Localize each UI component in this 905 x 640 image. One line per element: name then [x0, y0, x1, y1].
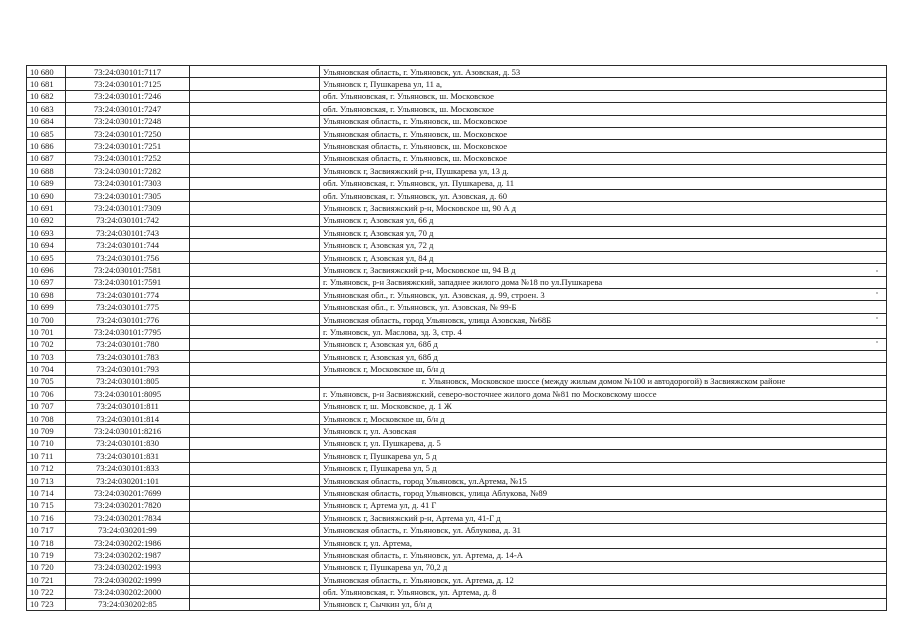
cadastral-number: 73:24:030101:7303 [66, 177, 190, 189]
table-row [27, 524, 887, 536]
empty-cell [190, 549, 320, 561]
cadastral-number: 73:24:030101:743 [66, 227, 190, 239]
address: Ульяновская область, город Ульяновск, улица Азовская, №68Б [320, 313, 887, 325]
row-number: 10 716 [27, 512, 66, 524]
cadastral-number: 73:24:030101:7795 [66, 326, 190, 338]
table-row [27, 375, 887, 387]
table-row [27, 437, 887, 449]
cadastral-number: 73:24:030101:775 [66, 301, 190, 313]
address: Ульяновск г, ул. Пушкарева, д. 5 [320, 437, 887, 449]
document-sheet [26, 65, 886, 611]
cadastral-number: 73:24:030101:7591 [66, 276, 190, 288]
address: Ульяновск г, Пушкарева ул, 5 д [320, 462, 887, 474]
cadastral-number: 73:24:030201:7699 [66, 487, 190, 499]
address: обл. Ульяновская, г. Ульяновск, ш. Московское [320, 90, 887, 102]
table-row [27, 227, 887, 239]
empty-cell [190, 264, 320, 276]
row-number: 10 712 [27, 462, 66, 474]
row-number: 10 723 [27, 598, 66, 610]
table-row [27, 202, 887, 214]
empty-cell [190, 115, 320, 127]
empty-cell [190, 326, 320, 338]
empty-cell [190, 536, 320, 548]
cadastral-number: 73:24:030101:7251 [66, 140, 190, 152]
table-row [27, 338, 887, 350]
table-row [27, 549, 887, 561]
empty-cell [190, 152, 320, 164]
cadastral-number: 73:24:030101:774 [66, 289, 190, 301]
table-row [27, 189, 887, 201]
row-number: 10 682 [27, 90, 66, 102]
table-row [27, 586, 887, 598]
address: Ульяновская область, г. Ульяновск, ул. Артема, д. 14-А [320, 549, 887, 561]
empty-cell [190, 103, 320, 115]
table-row [27, 326, 887, 338]
address: Ульяновск г, Засвияжский р-н, Артема ул, 41-Г д [320, 512, 887, 524]
address: Ульяновск г, Сычкин ул, б/н д [320, 598, 887, 610]
cadastral-number: 73:24:030202:2000 [66, 586, 190, 598]
table-row [27, 115, 887, 127]
empty-cell [190, 586, 320, 598]
empty-cell [190, 487, 320, 499]
table-row [27, 363, 887, 375]
cadastral-number: 73:24:030201:99 [66, 524, 190, 536]
address: Ульяновск г, Засвияжский р-н, Московское ш, 90 А д [320, 202, 887, 214]
row-number: 10 705 [27, 375, 66, 387]
table-row [27, 251, 887, 263]
table-row [27, 78, 887, 90]
row-number: 10 719 [27, 549, 66, 561]
row-number: 10 713 [27, 474, 66, 486]
table-row [27, 177, 887, 189]
address: г. Ульяновск, р-н Засвияжский, северо-восточнее жилого дома №81 по Московскому шоссе [320, 388, 887, 400]
row-number: 10 700 [27, 313, 66, 325]
row-number: 10 696 [27, 264, 66, 276]
cadastral-number: 73:24:030101:833 [66, 462, 190, 474]
table-row [27, 462, 887, 474]
row-number: 10 690 [27, 189, 66, 201]
empty-cell [190, 90, 320, 102]
empty-cell [190, 425, 320, 437]
empty-cell [190, 251, 320, 263]
table-row [27, 474, 887, 486]
address: Ульяновская область, г. Ульяновск, ш. Московское [320, 140, 887, 152]
cadastral-number: 73:24:030101:783 [66, 350, 190, 362]
row-number: 10 720 [27, 561, 66, 573]
address: Ульяновск г, ул. Азовская [320, 425, 887, 437]
address: Ульяновская обл., г. Ульяновск, ул. Азовская, д. 99, строен. 3 [320, 289, 887, 301]
table-row [27, 103, 887, 115]
row-number: 10 697 [27, 276, 66, 288]
row-number: 10 711 [27, 450, 66, 462]
table-row [27, 140, 887, 152]
row-number: 10 721 [27, 574, 66, 586]
empty-cell [190, 598, 320, 610]
cadastral-number: 73:24:030101:793 [66, 363, 190, 375]
cadastral-number: 73:24:030202:1986 [66, 536, 190, 548]
cadastral-number: 73:24:030101:830 [66, 437, 190, 449]
table-row [27, 239, 887, 251]
cadastral-number: 73:24:030101:7250 [66, 127, 190, 139]
table-row [27, 499, 887, 511]
empty-cell [190, 214, 320, 226]
table-row [27, 512, 887, 524]
address: обл. Ульяновская, г. Ульяновск, ул. Азовская, д. 60 [320, 189, 887, 201]
empty-cell [190, 363, 320, 375]
empty-cell [190, 462, 320, 474]
cadastral-number: 73:24:030101:742 [66, 214, 190, 226]
address: Ульяновск г, Засвияжский р-н, Пушкарева ул, 13 д. [320, 165, 887, 177]
empty-cell [190, 289, 320, 301]
empty-cell [190, 227, 320, 239]
row-number: 10 684 [27, 115, 66, 127]
table-row [27, 264, 887, 276]
row-number: 10 681 [27, 78, 66, 90]
cadastral-number: 73:24:030101:7248 [66, 115, 190, 127]
empty-cell [190, 388, 320, 400]
table-row [27, 425, 887, 437]
table-body [27, 66, 887, 611]
address: Ульяновск г, Московское ш, б/н д [320, 412, 887, 424]
table-row [27, 574, 887, 586]
empty-cell [190, 165, 320, 177]
row-number: 10 708 [27, 412, 66, 424]
table-row [27, 400, 887, 412]
scan-artifact [876, 270, 882, 350]
row-number: 10 683 [27, 103, 66, 115]
cadastral-number: 73:24:030202:1993 [66, 561, 190, 573]
address: обл. Ульяновская, г. Ульяновск, ул. Пушкарева, д. 11 [320, 177, 887, 189]
address: Ульяновск г, Пушкарева ул, 11 а, [320, 78, 887, 90]
address: г. Ульяновск, р-н Засвияжский, западнее жилого дома №18 по ул.Пушкарева [320, 276, 887, 288]
table-row [27, 127, 887, 139]
table-row [27, 289, 887, 301]
empty-cell [190, 512, 320, 524]
row-number: 10 688 [27, 165, 66, 177]
cadastral-number: 73:24:030201:7820 [66, 499, 190, 511]
table-row [27, 165, 887, 177]
row-number: 10 722 [27, 586, 66, 598]
table-row [27, 450, 887, 462]
row-number: 10 701 [27, 326, 66, 338]
address: обл. Ульяновская, г. Ульяновск, ул. Артема, д. 8 [320, 586, 887, 598]
address: Ульяновск г, Артема ул, д. 41 Г [320, 499, 887, 511]
cadastral-number: 73:24:030101:7246 [66, 90, 190, 102]
address: Ульяновская область, г. Ульяновск, ул. Аблукова, д. 31 [320, 524, 887, 536]
cadastral-number: 73:24:030202:1999 [66, 574, 190, 586]
address: Ульяновская область, г. Ульяновск, ш. Московское [320, 127, 887, 139]
table-row [27, 214, 887, 226]
address: Ульяновская область, город Ульяновск, ул.Артема, №15 [320, 474, 887, 486]
cadastral-number: 73:24:030101:805 [66, 375, 190, 387]
empty-cell [190, 239, 320, 251]
row-number: 10 715 [27, 499, 66, 511]
empty-cell [190, 66, 320, 78]
row-number: 10 707 [27, 400, 66, 412]
row-number: 10 709 [27, 425, 66, 437]
row-number: 10 692 [27, 214, 66, 226]
empty-cell [190, 301, 320, 313]
empty-cell [190, 350, 320, 362]
cadastral-number: 73:24:030101:8216 [66, 425, 190, 437]
address: обл. Ульяновская, г. Ульяновск, ш. Московское [320, 103, 887, 115]
empty-cell [190, 450, 320, 462]
cadastral-number: 73:24:030101:7247 [66, 103, 190, 115]
cadastral-number: 73:24:030201:7834 [66, 512, 190, 524]
row-number: 10 686 [27, 140, 66, 152]
row-number: 10 689 [27, 177, 66, 189]
cadastral-number: 73:24:030101:831 [66, 450, 190, 462]
row-number: 10 694 [27, 239, 66, 251]
table-row [27, 90, 887, 102]
address: Ульяновск г, Азовская ул, 68б д [320, 338, 887, 350]
address: г. Ульяновск, Московское шоссе (между жилым домом №100 и автодорогой) в Засвияжском районе [320, 375, 887, 387]
address: Ульяновск г, Азовская ул, 72 д [320, 239, 887, 251]
cadastral-number: 73:24:030101:7581 [66, 264, 190, 276]
address: Ульяновская область, г. Ульяновск, ш. Московское [320, 152, 887, 164]
table-row [27, 313, 887, 325]
address: Ульяновск г, Азовская ул, 68б д [320, 350, 887, 362]
table-row [27, 412, 887, 424]
empty-cell [190, 437, 320, 449]
empty-cell [190, 400, 320, 412]
table-row [27, 152, 887, 164]
cadastral-number: 73:24:030101:776 [66, 313, 190, 325]
address: Ульяновск г, ул. Артема, [320, 536, 887, 548]
table-row [27, 301, 887, 313]
empty-cell [190, 140, 320, 152]
cadastral-number: 73:24:030101:756 [66, 251, 190, 263]
empty-cell [190, 561, 320, 573]
cadastral-number: 73:24:030201:101 [66, 474, 190, 486]
land-plots-table [26, 65, 887, 611]
empty-cell [190, 338, 320, 350]
empty-cell [190, 313, 320, 325]
row-number: 10 703 [27, 350, 66, 362]
address: Ульяновск г, ш. Московское, д. 1 Ж [320, 400, 887, 412]
empty-cell [190, 127, 320, 139]
cadastral-number: 73:24:030101:7117 [66, 66, 190, 78]
address: Ульяновск г, Азовская ул, 66 д [320, 214, 887, 226]
table-row [27, 487, 887, 499]
row-number: 10 698 [27, 289, 66, 301]
empty-cell [190, 189, 320, 201]
cadastral-number: 73:24:030101:814 [66, 412, 190, 424]
address: Ульяновская область, г. Ульяновск, ш. Московское [320, 115, 887, 127]
row-number: 10 693 [27, 227, 66, 239]
address: Ульяновск г, Азовская ул, 84 д [320, 251, 887, 263]
row-number: 10 704 [27, 363, 66, 375]
address: Ульяновская область, г. Ульяновск, ул. Артема, д. 12 [320, 574, 887, 586]
address: г. Ульяновск, ул. Маслова, зд. 3, стр. 4 [320, 326, 887, 338]
row-number: 10 710 [27, 437, 66, 449]
cadastral-number: 73:24:030101:7309 [66, 202, 190, 214]
row-number: 10 718 [27, 536, 66, 548]
empty-cell [190, 375, 320, 387]
row-number: 10 706 [27, 388, 66, 400]
cadastral-number: 73:24:030101:7305 [66, 189, 190, 201]
empty-cell [190, 574, 320, 586]
empty-cell [190, 276, 320, 288]
row-number: 10 717 [27, 524, 66, 536]
table-row [27, 350, 887, 362]
empty-cell [190, 474, 320, 486]
table-row [27, 276, 887, 288]
empty-cell [190, 412, 320, 424]
table-row [27, 66, 887, 78]
cadastral-number: 73:24:030101:780 [66, 338, 190, 350]
row-number: 10 699 [27, 301, 66, 313]
table-row [27, 561, 887, 573]
row-number: 10 691 [27, 202, 66, 214]
empty-cell [190, 202, 320, 214]
address: Ульяновская область, город Ульяновск, улица Аблукова, №89 [320, 487, 887, 499]
empty-cell [190, 499, 320, 511]
table-row [27, 388, 887, 400]
cadastral-number: 73:24:030101:7252 [66, 152, 190, 164]
row-number: 10 714 [27, 487, 66, 499]
empty-cell [190, 524, 320, 536]
table-row [27, 598, 887, 610]
address: Ульяновск г, Азовская ул, 70 д [320, 227, 887, 239]
empty-cell [190, 78, 320, 90]
address: Ульяновск г, Пушкарева ул, 70,2 д [320, 561, 887, 573]
cadastral-number: 73:24:030101:744 [66, 239, 190, 251]
cadastral-number: 73:24:030202:85 [66, 598, 190, 610]
address: Ульяновск г, Засвияжский р-н, Московское ш, 94 В д [320, 264, 887, 276]
row-number: 10 680 [27, 66, 66, 78]
cadastral-number: 73:24:030101:7282 [66, 165, 190, 177]
cadastral-number: 73:24:030101:8095 [66, 388, 190, 400]
empty-cell [190, 177, 320, 189]
row-number: 10 687 [27, 152, 66, 164]
address: Ульяновск г, Московское ш, б/н д [320, 363, 887, 375]
address: Ульяновская обл., г. Ульяновск, ул. Азовская, № 99-Б [320, 301, 887, 313]
cadastral-number: 73:24:030202:1987 [66, 549, 190, 561]
cadastral-number: 73:24:030101:811 [66, 400, 190, 412]
cadastral-number: 73:24:030101:7125 [66, 78, 190, 90]
row-number: 10 702 [27, 338, 66, 350]
address: Ульяновская область, г. Ульяновск, ул. Азовская, д. 53 [320, 66, 887, 78]
address: Ульяновск г, Пушкарева ул, 5 д [320, 450, 887, 462]
row-number: 10 695 [27, 251, 66, 263]
table-row [27, 536, 887, 548]
row-number: 10 685 [27, 127, 66, 139]
